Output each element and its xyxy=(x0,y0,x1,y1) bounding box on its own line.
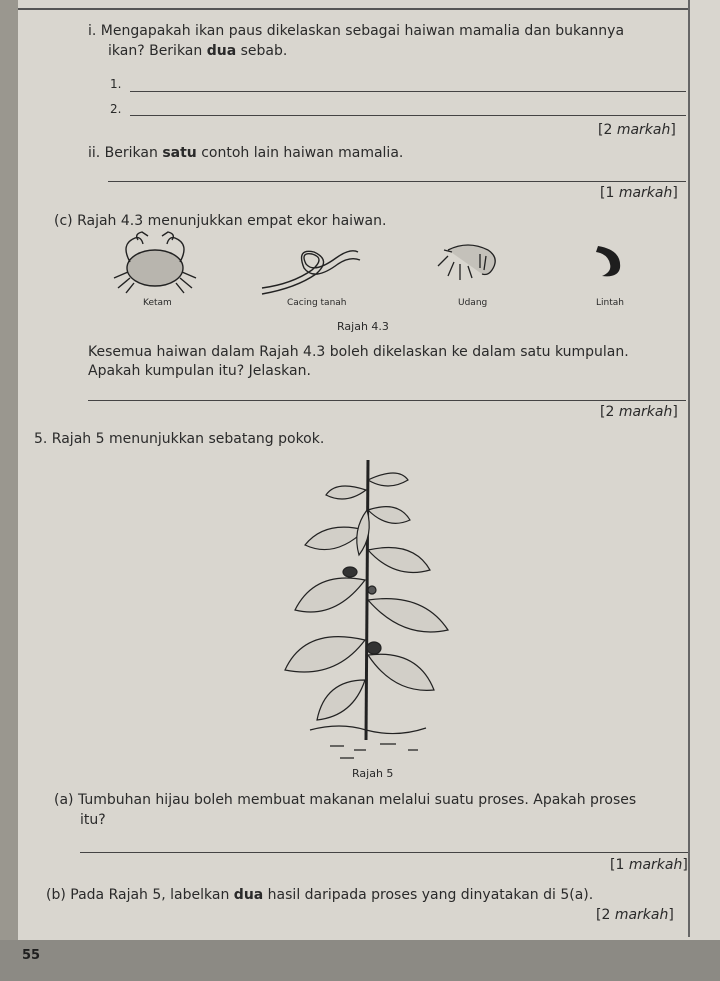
q5a-line2: itu? xyxy=(80,812,106,828)
earthworm-illustration xyxy=(262,251,360,294)
mark-1-second: [1 markah] xyxy=(610,857,688,873)
answer-line-5a[interactable] xyxy=(80,852,688,853)
answer-line-4c[interactable] xyxy=(88,400,686,401)
q4b-i-text-line2: ikan? Berikan dua sebab. xyxy=(108,43,288,59)
answer-label-1: 1. xyxy=(110,77,122,91)
mark-2-third: [2 markah] xyxy=(596,907,674,923)
q4b-ii-text: ii. Berikan satu contoh lain haiwan mamalia. xyxy=(88,145,404,161)
q5-text: 5. Rajah 5 menunjukkan sebatang pokok. xyxy=(34,431,325,447)
shrimp-illustration xyxy=(438,245,495,280)
q4c-line1: Kesemua haiwan dalam Rajah 4.3 boleh dikelaskan ke dalam satu kumpulan. xyxy=(88,344,629,360)
mark-2-first: [2 markah] xyxy=(598,122,676,138)
q4c-text: (c) Rajah 4.3 menunjukkan empat ekor haiwan. xyxy=(54,213,387,229)
q5b-text: (b) Pada Rajah 5, labelkan dua hasil daripada proses yang dinyatakan di 5(a). xyxy=(46,887,594,903)
figure-5-plant xyxy=(270,450,470,770)
crab-illustration xyxy=(114,232,196,293)
figure-4-3-caption: Rajah 4.3 xyxy=(337,320,389,333)
page-number: 55 xyxy=(22,948,41,963)
mark-2-second: [2 markah] xyxy=(600,404,678,420)
figure-5-caption: Rajah 5 xyxy=(352,767,394,780)
label-udang: Udang xyxy=(458,298,488,308)
figure-4-3 xyxy=(0,0,720,340)
mark-1-first: [1 markah] xyxy=(600,185,678,201)
page-footer xyxy=(0,940,720,981)
answer-label-2: 2. xyxy=(110,102,122,116)
label-lintah: Lintah xyxy=(596,298,624,308)
q5a-line1: (a) Tumbuhan hijau boleh membuat makanan melalui suatu proses. Apakah proses xyxy=(54,792,637,808)
q4c-line2: Apakah kumpulan itu? Jelaskan. xyxy=(88,363,311,379)
label-ketam: Ketam xyxy=(143,298,172,308)
label-cacing-tanah: Cacing tanah xyxy=(287,298,347,308)
leech-illustration xyxy=(596,246,620,276)
q4b-i-text-line1: i. Mengapakah ikan paus dikelaskan sebagai haiwan mamalia dan bukannya xyxy=(88,23,625,39)
